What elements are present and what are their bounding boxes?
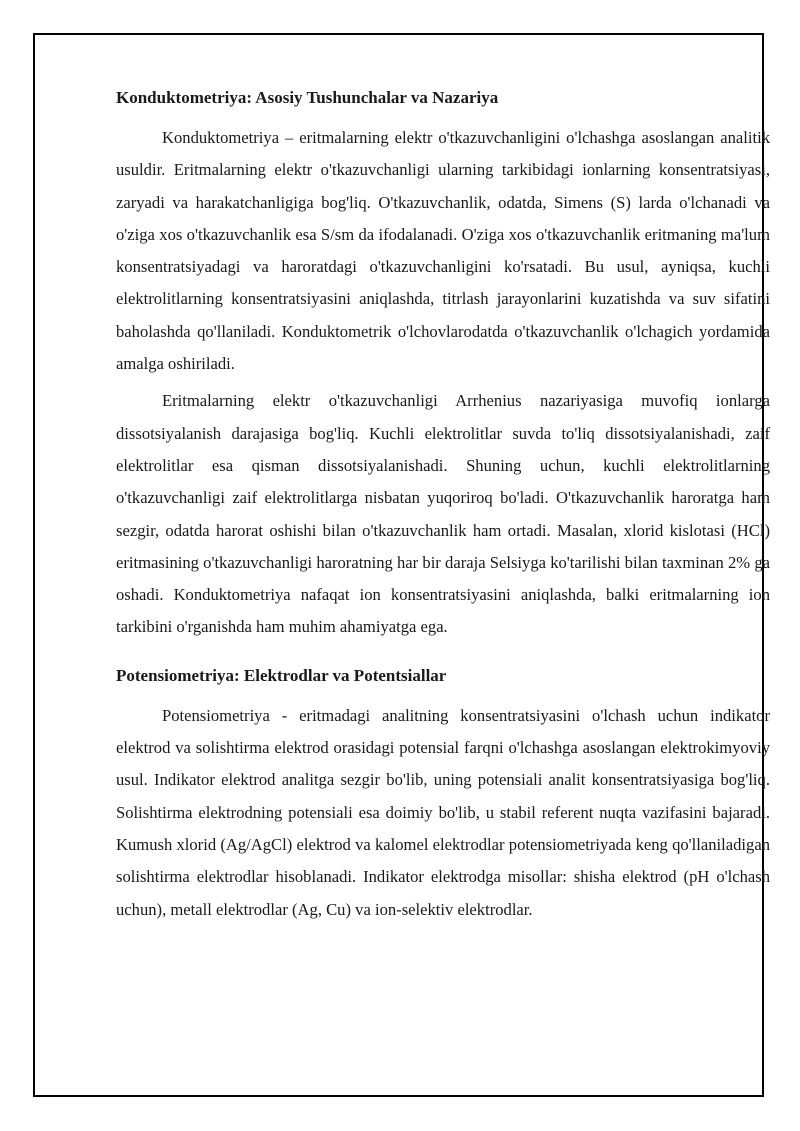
section-heading-potensiometriya: Potensiometriya: Elektrodlar va Potentsiallar <box>116 665 447 685</box>
section-heading-konduktometriya: Konduktometriya: Asosiy Tushunchalar va Nazariya <box>116 88 499 107</box>
paragraph-konduktometriya-theory: Eritmalarning elektr o'tkazuvchanligi Arrhenius nazariyasiga muvofiq ionlarga dissotsiyalanish darajasiga bog'liq. Kuchli elektrolitlar suvda to'liq dissotsiyalanishadi, zaif elektrolitlar esa qisman dissotsiyalanishadi. Shuning uchun, kuchli elektrolitlarning o'tkazuvchanligi zaif elektrolitlarga nisbatan yuqoriroq bo'ladi. O'tkazuvchanlik haroratga ham sezgir, odatda harorat oshishi bilan o'tkazuvchanlik ham ortadi. Masalan, xlorid kislotasi (HCl) eritmasining o'tkazuvchanligi haroratning har bir daraja Selsiyga ko'tarilishi bilan taxminan 2% ga oshadi. Konduktometriya nafaqat ion konsentratsiyasini aniqlashda, balki eritmalarning ion tarkibini o'rganishda ham muhim ahamiyatga ega. <box>116 391 770 637</box>
paragraph-konduktometriya-definition: Konduktometriya – eritmalarning elektr o'tkazuvchanligini o'lchashga asoslangan analitik usuldir. Eritmalarning elektr o'tkazuvchanligi ularning tarkibidagi ionlarning konsentratsiyasi, zaryadi va harakatchanligiga bog'liq. O'tkazuvchanlik, odatda, Simens (S) larda o'lchanadi va o'ziga xos o'tkazuvchanlik esa S/sm da ifodalanadi. O'ziga xos o'tkazuvchanlik eritmaning ma'lum konsentratsiyadagi va haroratdagi o'tkazuvchanligini ko'rsatadi. Bu usul, ayniqsa, kuchli elektrolitlarning konsentratsiyasini aniqlashda, titrlash jarayonlarini kuzatishda va suv sifatini baholashda qo'llaniladi. Konduktometrik o'lchovlarodatda o'tkazuvchanlik o'lchagich yordamida amalga oshiriladi. <box>116 128 770 374</box>
paragraph-potensiometriya-definition: Potensiometriya - eritmadagi analitning konsentratsiyasini o'lchash uchun indikator elektrod va solishtirma elektrod orasidagi potensial farqni o'lchashga asoslangan elektrokimyoviy usul. Indikator elektrod analitga sezgir bo'lib, uning potensiali analit konsentratsiyasiga bog'liq. Solishtirma elektrodning potensiali esa doimiy bo'lib, u stabil referent nuqta vazifasini bajaradi. Kumush xlorid (Ag/AgCl) elektrod va kalomel elektrodlar potensiometriyada keng qo'llaniladigan solishtirma elektrodlar hisoblanadi. Indikator elektrodga misollar: shisha elektrod (pH o'lchash uchun), metall elektrodlar (Ag, Cu) va ion-selektiv elektrodlar. <box>116 705 770 919</box>
document-body <box>116 86 770 931</box>
